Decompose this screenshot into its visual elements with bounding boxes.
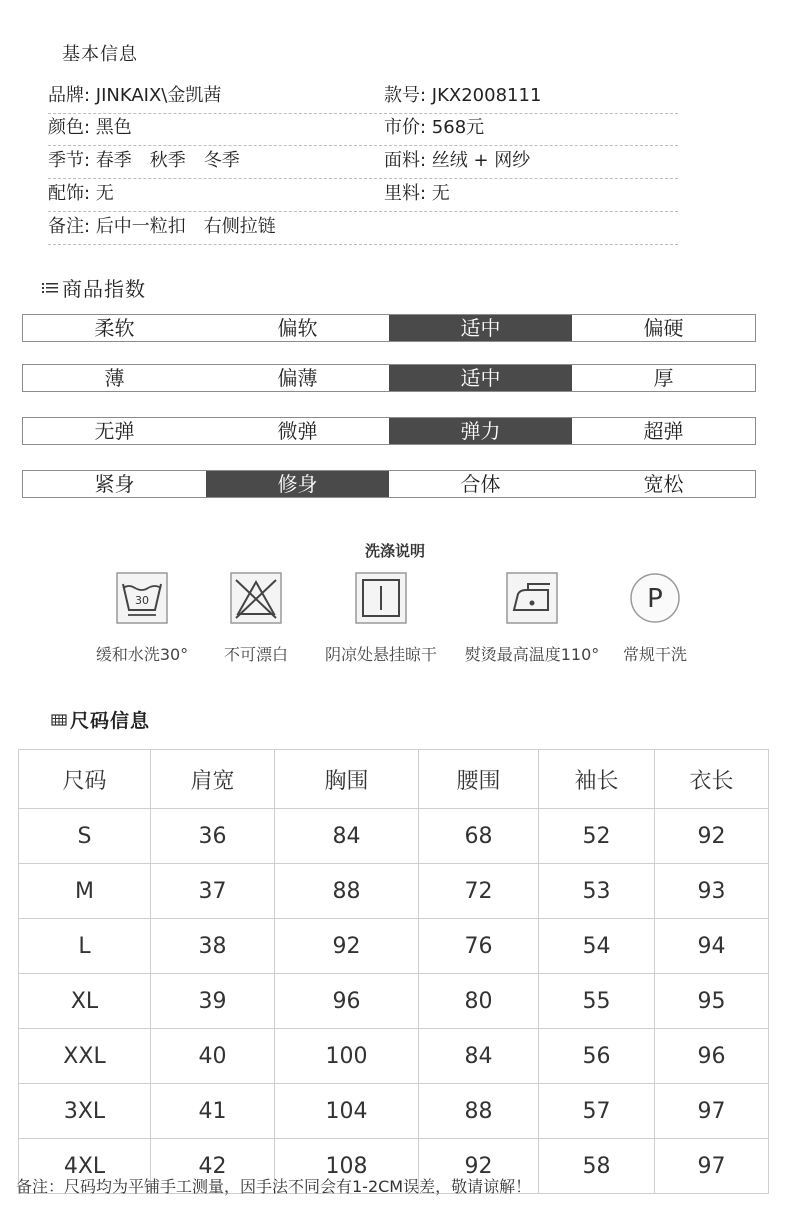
care-title: 洗涤说明 <box>364 542 425 560</box>
info-row <box>48 82 678 114</box>
table-header-cell: 肩宽 <box>151 750 275 809</box>
table-cell: 104 <box>275 1084 419 1139</box>
info-brand: 品牌: JINKAIX\金凯茜 <box>48 85 222 106</box>
table-cell: XL <box>19 974 151 1029</box>
size-info-title: 尺码信息 <box>70 709 151 732</box>
index-option-selected: 修身 <box>206 471 389 497</box>
basic-info-title: 基本信息 <box>62 44 138 65</box>
iron-110-icon <box>506 572 558 624</box>
table-cell: 92 <box>275 919 419 974</box>
index-option: 薄 <box>104 366 125 390</box>
table-cell: 38 <box>151 919 275 974</box>
index-bar <box>22 470 756 498</box>
ruler-grid-icon <box>50 711 68 727</box>
index-bar <box>22 364 756 392</box>
index-option: 无弹 <box>94 419 135 443</box>
index-option-selected: 弹力 <box>389 418 572 444</box>
index-option-selected: 适中 <box>389 365 572 391</box>
dashed-divider <box>48 145 678 146</box>
care-item <box>457 572 607 665</box>
dry-clean-p-icon <box>629 572 681 624</box>
list-icon <box>40 279 60 295</box>
line-dry-shade-icon <box>355 572 407 624</box>
index-option: 紧身 <box>94 472 135 496</box>
index-option: 偏薄 <box>277 366 318 390</box>
table-cell: 96 <box>655 1029 769 1084</box>
table-cell: 95 <box>655 974 769 1029</box>
table-row <box>19 864 769 919</box>
table-cell: 57 <box>539 1084 655 1139</box>
table-cell: 42 <box>151 1139 275 1194</box>
size-info-header <box>50 706 150 732</box>
dry-clean-letter: P <box>647 584 663 614</box>
table-cell: 88 <box>275 864 419 919</box>
table-cell: 68 <box>419 809 539 864</box>
size-table <box>18 749 769 1194</box>
care-label: 不可漂白 <box>223 645 288 664</box>
table-row <box>19 919 769 974</box>
dashed-divider <box>48 211 678 212</box>
table-header-cell: 胸围 <box>275 750 419 809</box>
info-remark: 备注: 后中一粒扣 右侧拉链 <box>48 216 276 237</box>
table-row <box>19 1029 769 1084</box>
index-option: 偏硬 <box>643 316 684 340</box>
info-row <box>48 213 678 245</box>
table-header-row <box>19 750 769 809</box>
table-header-cell: 腰围 <box>419 750 539 809</box>
table-cell: 39 <box>151 974 275 1029</box>
table-row <box>19 1084 769 1139</box>
table-cell: 96 <box>275 974 419 1029</box>
table-cell: M <box>19 864 151 919</box>
care-label: 常规干洗 <box>622 645 687 664</box>
table-cell: 92 <box>419 1139 539 1194</box>
info-row <box>48 147 678 179</box>
info-season: 季节: 春季 秋季 冬季 <box>48 150 240 171</box>
info-fabric: 面料: 丝绒 + 网纱 <box>384 150 531 171</box>
table-cell: 41 <box>151 1084 275 1139</box>
table-header-cell: 衣长 <box>655 750 769 809</box>
info-lining: 里料: 无 <box>384 183 450 204</box>
table-cell: 36 <box>151 809 275 864</box>
table-cell: S <box>19 809 151 864</box>
table-cell: 97 <box>655 1084 769 1139</box>
info-color: 颜色: 黑色 <box>48 117 132 138</box>
table-cell: 93 <box>655 864 769 919</box>
info-row <box>48 180 678 212</box>
info-price: 市价: 568元 <box>384 117 485 138</box>
care-item <box>206 572 306 665</box>
index-option: 偏软 <box>277 316 318 340</box>
info-row <box>48 114 678 146</box>
wash-temp-text: 30 <box>135 594 149 607</box>
index-option: 超弹 <box>643 419 684 443</box>
table-cell: 54 <box>539 919 655 974</box>
table-cell: 92 <box>655 809 769 864</box>
index-option: 宽松 <box>643 472 684 496</box>
dashed-divider <box>48 178 678 179</box>
table-cell: 100 <box>275 1029 419 1084</box>
care-label: 阴凉处悬挂晾干 <box>324 645 437 664</box>
table-cell: 80 <box>419 974 539 1029</box>
table-cell: 37 <box>151 864 275 919</box>
care-label: 熨烫最高温度110° <box>464 645 600 664</box>
info-accessory: 配饰: 无 <box>48 183 114 204</box>
table-cell: 58 <box>539 1139 655 1194</box>
index-option: 合体 <box>460 472 501 496</box>
size-note: 备注：尺码均为平铺手工测量，因手法不同会有1-2CM误差，敬请谅解！ <box>16 1177 532 1196</box>
table-cell: 94 <box>655 919 769 974</box>
table-cell: 88 <box>419 1084 539 1139</box>
index-option-selected: 适中 <box>389 315 572 341</box>
table-cell: 52 <box>539 809 655 864</box>
index-bar <box>22 417 756 445</box>
info-style-no: 款号: JKX2008111 <box>384 85 542 106</box>
table-cell: 97 <box>655 1139 769 1194</box>
gentle-wash-30-icon <box>116 572 168 624</box>
table-row <box>19 809 769 864</box>
table-header-cell: 袖长 <box>539 750 655 809</box>
table-cell: 56 <box>539 1029 655 1084</box>
care-label: 缓和水洗30° <box>95 645 189 664</box>
table-cell: 84 <box>419 1029 539 1084</box>
table-cell: 72 <box>419 864 539 919</box>
table-cell: 108 <box>275 1139 419 1194</box>
table-cell: 76 <box>419 919 539 974</box>
index-option: 柔软 <box>94 316 135 340</box>
table-cell: 40 <box>151 1029 275 1084</box>
table-cell: 84 <box>275 809 419 864</box>
care-item <box>92 572 192 665</box>
table-cell: 4XL <box>19 1139 151 1194</box>
table-cell: 53 <box>539 864 655 919</box>
product-index-title: 商品指数 <box>62 276 146 301</box>
table-row <box>19 974 769 1029</box>
table-cell: 55 <box>539 974 655 1029</box>
table-cell: L <box>19 919 151 974</box>
no-bleach-icon <box>230 572 282 624</box>
table-cell: 3XL <box>19 1084 151 1139</box>
table-cell: XXL <box>19 1029 151 1084</box>
dashed-divider <box>48 244 678 245</box>
care-item <box>610 572 700 665</box>
index-option: 微弹 <box>277 419 318 443</box>
index-bar <box>22 314 756 342</box>
index-option: 厚 <box>653 366 674 390</box>
product-index-header <box>40 274 146 300</box>
table-header-cell: 尺码 <box>19 750 151 809</box>
care-item <box>316 572 446 665</box>
